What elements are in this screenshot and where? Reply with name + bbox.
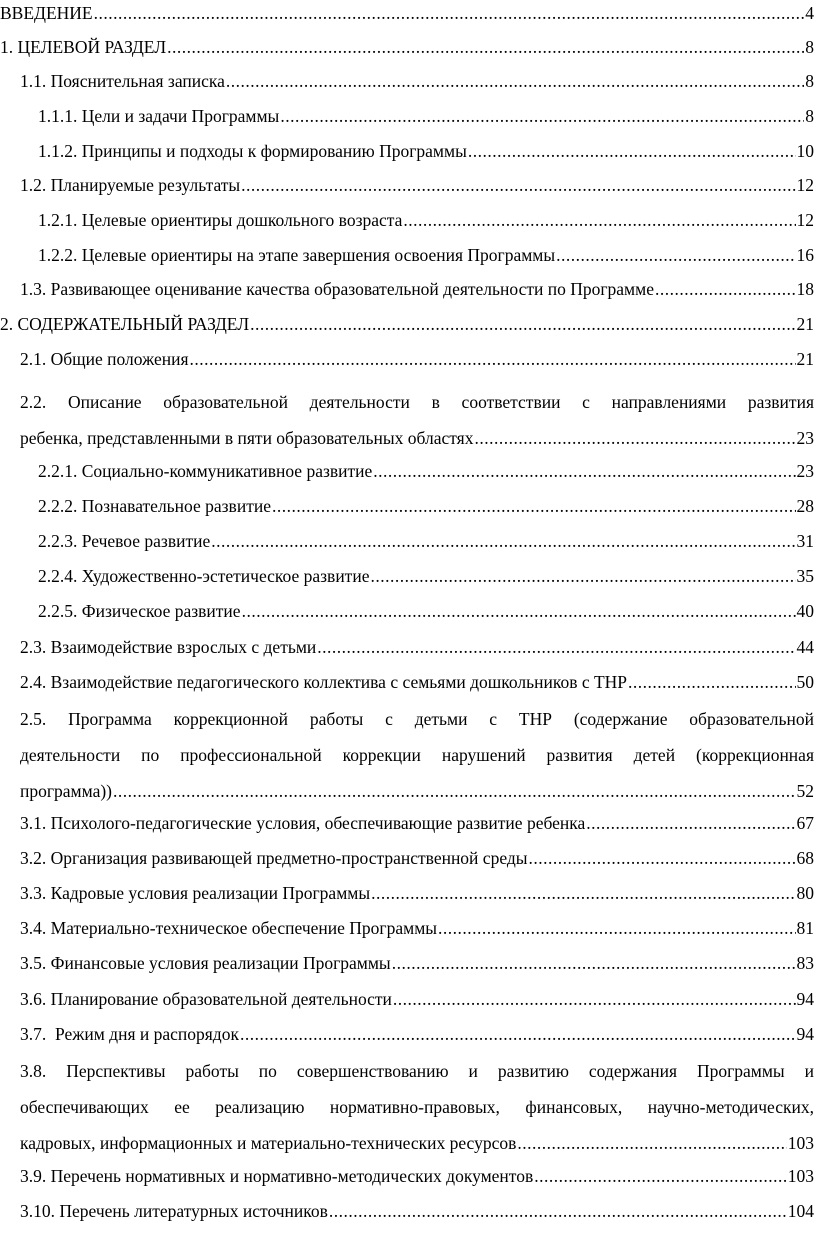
toc-entry-2-3[interactable] bbox=[0, 630, 814, 664]
toc-entry-2-2-4[interactable] bbox=[0, 559, 814, 593]
toc-leader bbox=[586, 806, 795, 840]
toc-entry-2-2-2[interactable] bbox=[0, 489, 814, 523]
toc-entry-1-2-2[interactable] bbox=[0, 238, 814, 272]
toc-title: 2.2.4. Художественно-эстетическое развитие bbox=[38, 566, 370, 586]
toc-leader bbox=[113, 774, 795, 808]
toc-title: 3.4. Материально-техническое обеспечение Программы bbox=[20, 918, 438, 938]
toc-title-line: 2.2. Описание образовательной деятельности в соответствии с направлениями развития bbox=[20, 392, 814, 412]
toc-leader bbox=[403, 203, 795, 237]
toc-leader bbox=[373, 454, 795, 488]
toc-page-number: 50 bbox=[796, 672, 814, 692]
toc-page-number: 18 bbox=[796, 279, 814, 299]
toc-page-number: 40 bbox=[796, 601, 814, 621]
toc-leader bbox=[190, 342, 796, 376]
toc-entry-1-1-2[interactable] bbox=[0, 134, 814, 168]
toc-entry-introduction[interactable] bbox=[0, 0, 814, 30]
toc-title: 1.1.2. Принципы и подходы к формированию Программы bbox=[38, 141, 467, 161]
toc-leader bbox=[628, 665, 795, 699]
toc-title: 2. СОДЕРЖАТЕЛЬНЫЙ РАЗДЕЛ bbox=[0, 314, 250, 334]
toc-title: 1.3. Развивающее оценивание качества образовательной деятельности по Программе bbox=[20, 279, 654, 299]
toc-leader bbox=[468, 134, 796, 168]
toc-page-number: 23 bbox=[796, 428, 814, 448]
toc-leader bbox=[167, 30, 804, 64]
toc-page-number: 8 bbox=[805, 71, 814, 91]
toc-title: 2.2.2. Познавательное развитие bbox=[38, 496, 271, 516]
toc-leader bbox=[280, 99, 804, 133]
toc-page-number: 21 bbox=[796, 349, 814, 369]
toc-page-number: 67 bbox=[796, 813, 814, 833]
toc-page-number: 83 bbox=[796, 953, 814, 973]
toc-entry-3-6[interactable] bbox=[0, 982, 814, 1016]
toc-page-number: 68 bbox=[796, 848, 814, 868]
toc-title: 3.1. Психолого-педагогические условия, обеспечивающие развитие ребенка bbox=[20, 813, 586, 833]
toc-page-number: 28 bbox=[796, 496, 814, 516]
toc-title: ребенка, представленными в пяти образовательных областях bbox=[20, 428, 474, 448]
toc-title: 2.1. Общие положения bbox=[20, 349, 189, 369]
toc-leader bbox=[655, 272, 796, 306]
toc-leader bbox=[240, 1017, 796, 1051]
toc-leader bbox=[438, 911, 795, 945]
toc-title: 1.2. Планируемые результаты bbox=[20, 175, 241, 195]
toc-title: 3.7. Режим дня и распорядок bbox=[20, 1024, 239, 1044]
toc-leader bbox=[392, 946, 796, 980]
toc-page-number: 52 bbox=[796, 781, 814, 801]
toc-title-line: 2.5. Программа коррекционной работы с детьми с ТНР (содержание образовательной bbox=[20, 709, 814, 729]
toc-entry-1-3[interactable] bbox=[0, 272, 814, 306]
toc-leader bbox=[474, 421, 795, 455]
toc-leader bbox=[241, 168, 795, 202]
toc-entry-2-2-5[interactable] bbox=[0, 594, 814, 628]
toc-entry-3-1[interactable] bbox=[0, 806, 814, 840]
toc-page-number: 4 bbox=[805, 3, 814, 23]
toc-title: 3.6. Планирование образовательной деятельности bbox=[20, 989, 392, 1009]
toc-entry-2-4[interactable] bbox=[0, 665, 814, 699]
toc-page-number: 81 bbox=[796, 918, 814, 938]
toc-leader bbox=[272, 489, 796, 523]
toc-title: 2.2.1. Социально-коммуникативное развитие bbox=[38, 461, 373, 481]
toc-page-number: 104 bbox=[787, 1201, 814, 1221]
toc-title-line: деятельности по профессиональной коррекции нарушений развития детей (коррекционная bbox=[20, 745, 814, 765]
toc-page-number: 103 bbox=[787, 1166, 814, 1186]
toc-leader bbox=[94, 0, 805, 30]
toc-page-number: 12 bbox=[796, 175, 814, 195]
toc-title: 2.2.3. Речевое развитие bbox=[38, 531, 211, 551]
toc-entry-3-4[interactable] bbox=[0, 911, 814, 945]
toc-page-number: 80 bbox=[796, 883, 814, 903]
toc-page-number: 10 bbox=[796, 141, 814, 161]
toc-title: 3.2. Организация развивающей предметно-пространственной среды bbox=[20, 848, 528, 868]
toc-title: 3.3. Кадровые условия реализации Программы bbox=[20, 883, 371, 903]
toc-entry-2-5[interactable] bbox=[0, 702, 814, 808]
toc-title: ВВЕДЕНИЕ bbox=[0, 3, 93, 23]
toc-entry-1-1[interactable] bbox=[0, 64, 814, 98]
toc-leader bbox=[329, 1194, 787, 1228]
toc-entry-2-2[interactable] bbox=[0, 385, 814, 455]
toc-title: кадровых, информационных и материально-технических ресурсов bbox=[20, 1133, 517, 1153]
toc-title-line: 3.8. Перспективы работы по совершенствованию и развитию содержания Программы и bbox=[20, 1061, 814, 1081]
toc-title: 1.2.2. Целевые ориентиры на этапе завершения освоения Программы bbox=[38, 245, 556, 265]
toc-page-number: 44 bbox=[796, 637, 814, 657]
toc-title: 1.2.1. Целевые ориентиры дошкольного возраста bbox=[38, 210, 403, 230]
toc-leader bbox=[370, 559, 795, 593]
toc-leader bbox=[534, 1159, 787, 1193]
toc-leader bbox=[250, 307, 795, 341]
toc-title: 3.9. Перечень нормативных и нормативно-методических документов bbox=[20, 1166, 534, 1186]
toc-entry-section-2[interactable] bbox=[0, 307, 814, 341]
toc-entry-3-2[interactable] bbox=[0, 841, 814, 875]
toc-leader bbox=[517, 1126, 786, 1160]
toc-title-line: обеспечивающих ее реализацию нормативно-правовых, финансовых, научно-методических, bbox=[20, 1097, 814, 1117]
toc-title: программа)) bbox=[20, 781, 113, 801]
toc-entry-2-2-1[interactable] bbox=[0, 454, 814, 488]
toc-page-number: 94 bbox=[796, 989, 814, 1009]
toc-entry-section-1[interactable] bbox=[0, 30, 814, 64]
toc-page-number: 35 bbox=[796, 566, 814, 586]
toc-title: 1.1.1. Цели и задачи Программы bbox=[38, 106, 280, 126]
toc-entry-3-7[interactable] bbox=[0, 1017, 814, 1051]
toc-title: 3.5. Финансовые условия реализации Программы bbox=[20, 953, 391, 973]
toc-page-number: 16 bbox=[796, 245, 814, 265]
toc-entry-3-8[interactable] bbox=[0, 1054, 814, 1160]
toc-leader bbox=[393, 982, 796, 1016]
toc-leader bbox=[242, 594, 796, 628]
toc-page-number: 12 bbox=[796, 210, 814, 230]
toc-title: 1. ЦЕЛЕВОЙ РАЗДЕЛ bbox=[0, 37, 167, 57]
toc-page-number: 21 bbox=[796, 314, 814, 334]
toc-title: 2.4. Взаимодействие педагогического коллектива с семьями дошкольников с ТНР bbox=[20, 672, 628, 692]
toc-entry-3-3[interactable] bbox=[0, 876, 814, 910]
toc-title: 3.10. Перечень литературных источников bbox=[20, 1201, 328, 1221]
toc-entry-1-2[interactable] bbox=[0, 168, 814, 202]
toc-page-number: 8 bbox=[805, 106, 814, 126]
toc-entry-1-1-1[interactable] bbox=[0, 99, 814, 133]
toc-leader bbox=[226, 64, 804, 98]
toc-entry-1-2-1[interactable] bbox=[0, 203, 814, 237]
toc-page-number: 31 bbox=[796, 531, 814, 551]
toc-entry-2-1[interactable] bbox=[0, 342, 814, 376]
toc-page-number: 103 bbox=[787, 1133, 814, 1153]
toc-page-number: 8 bbox=[805, 37, 814, 57]
toc-entry-3-5[interactable] bbox=[0, 946, 814, 980]
toc-title: 1.1. Пояснительная записка bbox=[20, 71, 225, 91]
toc-leader bbox=[211, 524, 795, 558]
toc-entry-2-2-3[interactable] bbox=[0, 524, 814, 558]
toc-leader bbox=[371, 876, 795, 910]
toc-page-number: 94 bbox=[796, 1024, 814, 1044]
toc-leader bbox=[317, 630, 795, 664]
toc-leader bbox=[529, 841, 796, 875]
toc-title: 2.3. Взаимодействие взрослых с детьми bbox=[20, 637, 317, 657]
toc-entry-3-10[interactable] bbox=[0, 1194, 814, 1228]
toc-page-number: 23 bbox=[796, 461, 814, 481]
toc-leader bbox=[556, 238, 795, 272]
toc-entry-3-9[interactable] bbox=[0, 1159, 814, 1193]
toc-title: 2.2.5. Физическое развитие bbox=[38, 601, 241, 621]
